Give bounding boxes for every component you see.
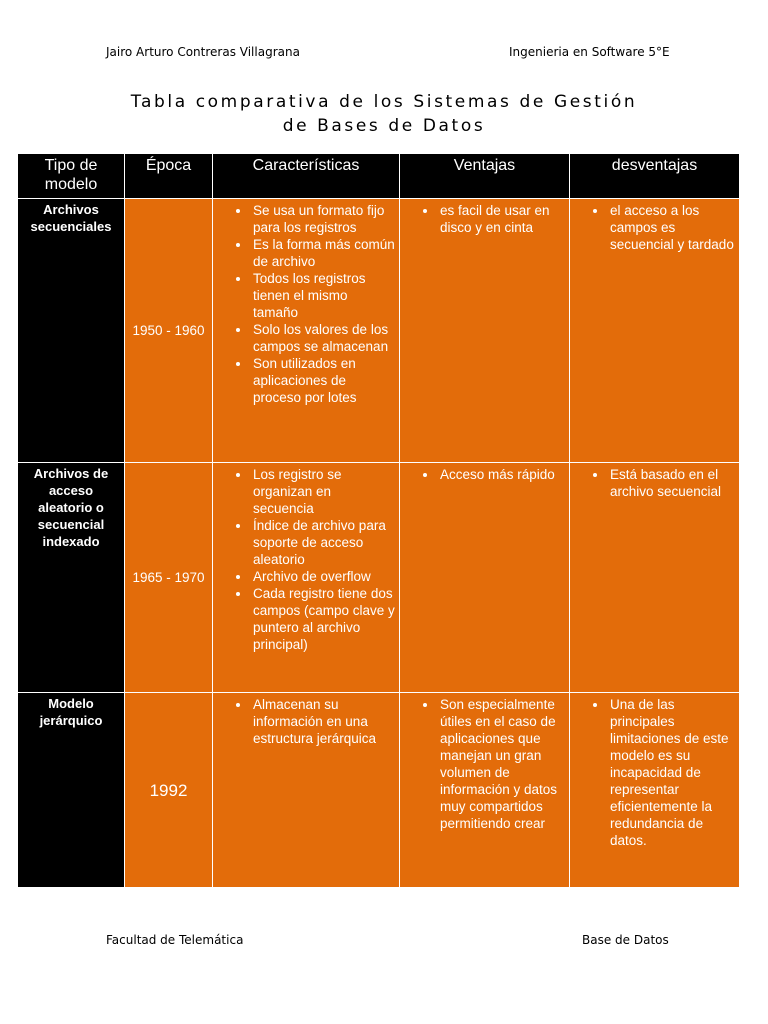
table-row — [18, 199, 740, 463]
list-item: • Son especialmente útiles en el caso de aplicaciones que manejan un gran volumen de información y datos muy compartidos permitiendo crear — [438, 696, 565, 832]
column-header-caracteristicas: Características — [213, 154, 400, 199]
row-model-type: Archivos secuenciales — [18, 199, 125, 463]
title-line-2: de Bases de Datos — [282, 116, 486, 136]
column-header-tipo: Tipo de modelo — [18, 154, 125, 199]
row-advantages — [400, 199, 570, 463]
column-header-ventajas: Ventajas — [400, 154, 570, 199]
list-item: • Los registro se organizan en secuencia — [251, 466, 395, 517]
column-header-desventajas: desventajas — [570, 154, 740, 199]
row-advantages — [400, 463, 570, 693]
list-item: • Solo los valores de los campos se almacenan — [251, 321, 395, 355]
row-era: 1965 - 1970 — [125, 463, 213, 693]
list-item: • Todos los registros tienen el mismo tamaño — [251, 270, 395, 321]
list-item: • Está basado en el archivo secuencial — [608, 466, 735, 500]
list-item: • Son utilizados en aplicaciones de proceso por lotes — [251, 355, 395, 406]
header-author: Jairo Arturo Contreras Villagrana — [106, 45, 300, 59]
row-era: 1950 - 1960 — [125, 199, 213, 463]
list-item: • Cada registro tiene dos campos (campo clave y puntero al archivo principal) — [251, 585, 395, 653]
list-item: • Una de las principales limitaciones de este modelo es su incapacidad de representar eficientemente la redundancia de datos. — [608, 696, 735, 849]
row-characteristics — [213, 463, 400, 693]
row-model-type: Archivos de acceso aleatorio o secuencial indexado — [18, 463, 125, 693]
title-line-1: Tabla comparativa de los Sistemas de Gestión — [130, 92, 638, 112]
footer-subject: Base de Datos — [582, 933, 669, 947]
row-advantages — [400, 693, 570, 888]
list-item: • Se usa un formato fijo para los registros — [251, 202, 395, 236]
row-disadvantages — [570, 199, 740, 463]
header-course: Ingenieria en Software 5°E — [509, 45, 670, 59]
list-item: • es facil de usar en disco y en cinta — [438, 202, 565, 236]
row-characteristics — [213, 199, 400, 463]
list-item: • Índice de archivo para soporte de acceso aleatorio — [251, 517, 395, 568]
list-item: • el acceso a los campos es secuencial y tardado — [608, 202, 735, 253]
document-title — [0, 90, 768, 138]
list-item: • Archivo de overflow — [251, 568, 395, 585]
row-model-type: Modelo jerárquico — [18, 693, 125, 888]
table-row — [18, 463, 740, 693]
row-era: 1992 — [125, 693, 213, 888]
row-characteristics — [213, 693, 400, 888]
table-header-row — [18, 154, 740, 199]
list-item: • Almacenan su información en una estructura jerárquica — [251, 696, 395, 747]
table-row — [18, 693, 740, 888]
row-disadvantages — [570, 693, 740, 888]
list-item: • Acceso más rápido — [438, 466, 565, 483]
comparison-table — [17, 153, 740, 888]
row-disadvantages — [570, 463, 740, 693]
column-header-epoca: Época — [125, 154, 213, 199]
list-item: • Es la forma más común de archivo — [251, 236, 395, 270]
footer-faculty: Facultad de Telemática — [106, 933, 244, 947]
